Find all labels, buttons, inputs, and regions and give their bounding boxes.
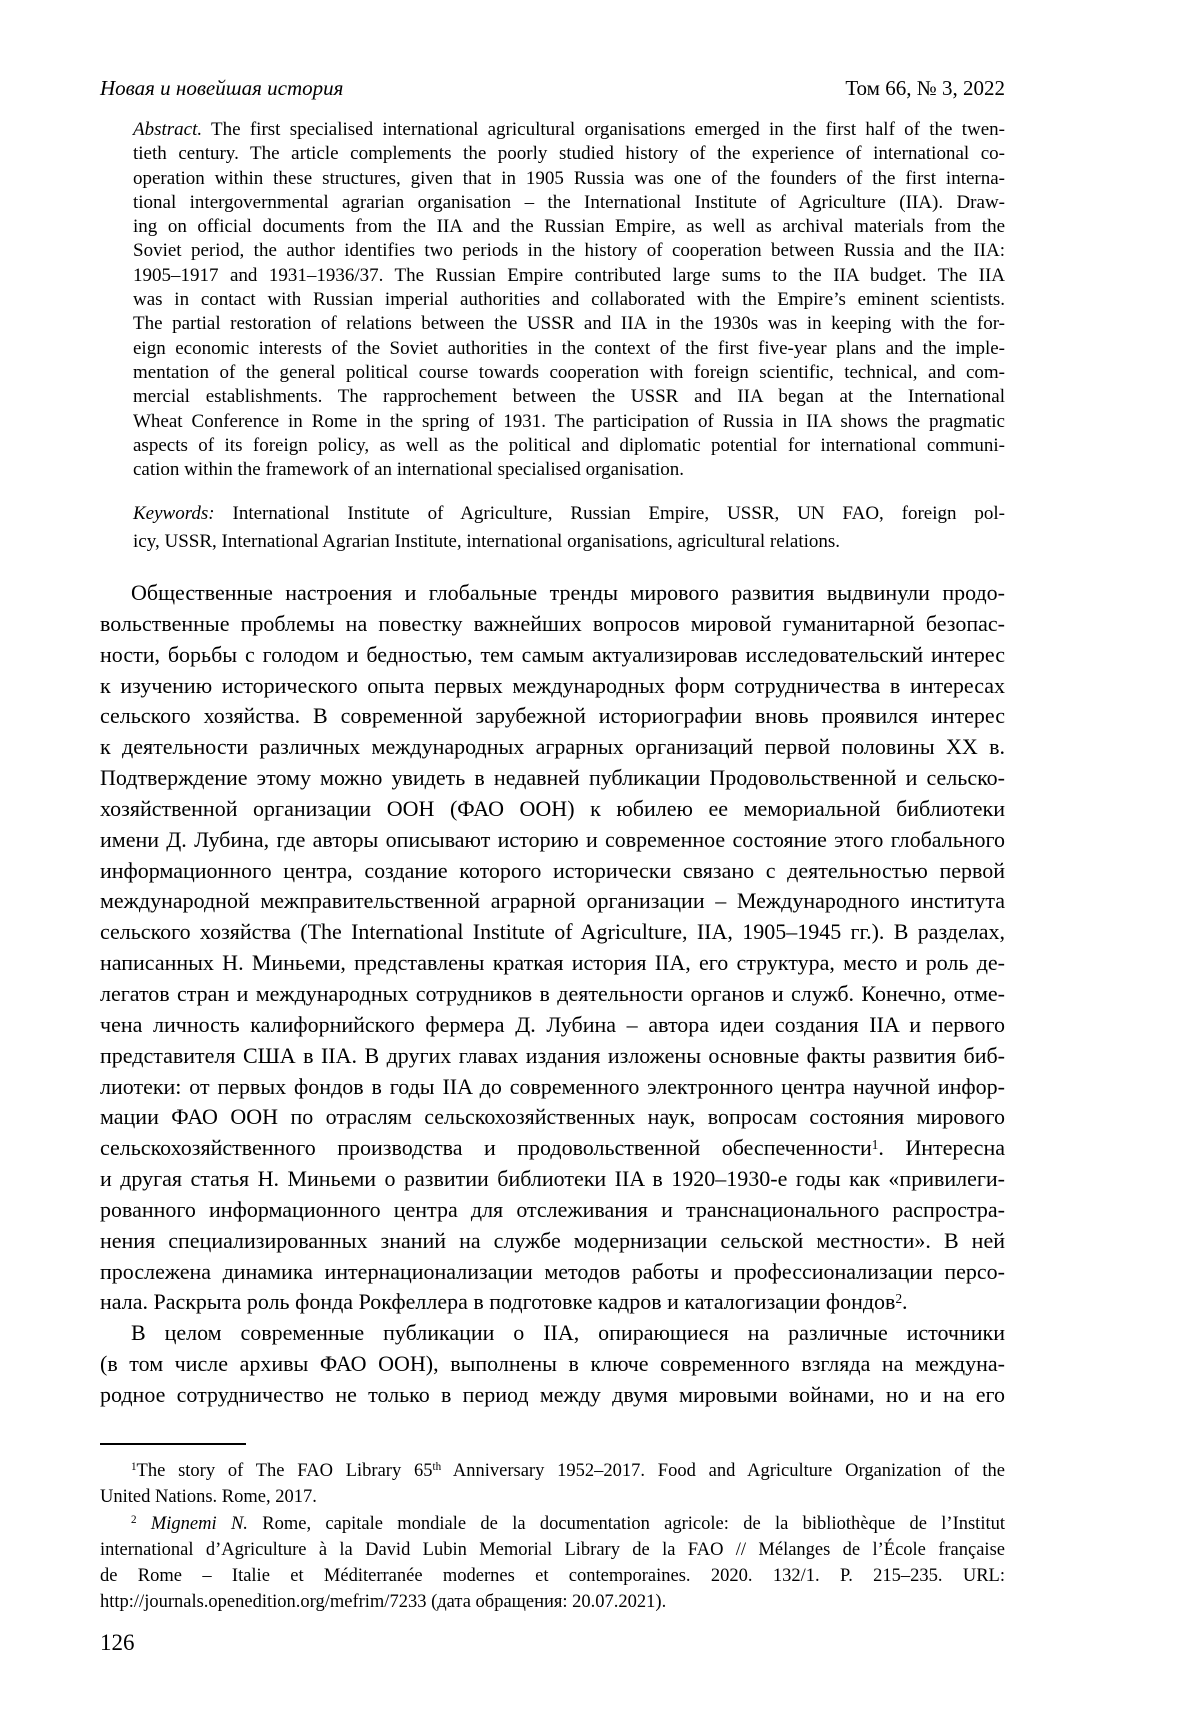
footnotes-section — [100, 1458, 1005, 1616]
journal-title: Новая и новейшая история — [100, 76, 344, 100]
page-number: 126 — [100, 1630, 135, 1655]
abstract-section: Abstract. The first specialised international agricultural organisations emerged in the first half of the twen- tieth century. The article complements the poorly studied history of the experience of international co- operation within these structures, given that in 1905 Russia was one of the founders of the first interna- tional intergovernmental agrarian organisation – the International Institute of Agriculture (IIA). Draw- ing on official documents from the IIA and the Russian Empire, as well as archival materials from the Soviet period, the author identifies two periods in the history of cooperation between Russia and the IIA: 1905–1917 and 1931–1936/37. The Russian Empire contributed large sums to the IIA budget. The IIA was in contact with Russian imperial authorities and collaborated with the Empire’s eminent scientists. The partial restoration of relations between the USSR and IIA in the 1930s was in keeping with the for- eign economic interests of the Soviet authorities in the context of the first five-year plans and the imple- mentation of the general political course towards cooperation with foreign scientific, technical, and com- mercial establishments. The rapprochement between the USSR and IIA began at the International Wheat Conference in Rome in the spring of 1931. The participation of Russia in IIA shows the pragmatic aspects of its foreign policy, as well as the political and diplomatic potential for international communi- cation within the framework of an international specialised organisation. — [133, 119, 1005, 481]
footnote-2: $^2$ Mignemi N. Rome, capitale mondiale de la documentation agricole: de la bibliothèque de l’Institut international d’Agriculture à la David Lubin Memorial Library de la FAO // Mélanges de l’École française de Rome – Italie et Méditerranée modernes et contemporaines. 2020. 132/1. P. 215–235. URL: http://journals.openedition.org/mefrim/7233 (дата обращения: 20.07.2021). — [100, 1513, 1005, 1613]
footnote-1: $^1$The story of The FAO Library 65th Anniversary 1952–2017. Food and Agriculture Organization of the United Nations. Rome, 2017. — [100, 1461, 1005, 1508]
page-header — [100, 76, 1005, 101]
keywords-section: Keywords: International Institute of Agriculture, Russian Empire, USSR, UN FAO, foreign pol- icy, USSR, International Agrarian Institute, international organisations, agricultural relations. — [133, 503, 1005, 552]
article-body: Общественные настроения и глобальные тренды мирового развития выдвинули продо- вольственные проблемы на повестку важнейших вопросов мировой гуманитарной безопас- ности, борьбы с голодом и бедностью, тем самым актуализировав исследовательский интерес к изучению исторического опыта первых международных форм сотрудничества в интересах сельского хозяйства. В современной зарубежной историографии вновь проявился интерес к деятельности различных международных аграрных организаций первой половины XX в. Подтверждение этому можно увидеть в недавней публикации Продовольственной и сельско- хозяйственной организации ООН (ФАО ООН) к юбилею ее мемориальной библиотеки имени Д. Лубина, где авторы описывают историю и современное состояние этого глобального информационного центра, создание которого исторически связано с деятельностью первой международной межправительственной аграрной организации – Международного института сельского хозяйства (The International Institute of Agriculture, IIA, 1905–1945 гг.). В разделах, написанных Н. Миньеми, представлены краткая история IIA, его структура, место и роль де- легатов стран и международных сотрудников в деятельности органов и служб. Конечно, отме- чена личность калифорнийского фермера Д. Лубина – автора идеи создания IIA и первого представителя США в IIA. В других главах издания изложены основные факты развития биб- лиотеки: от первых фондов в годы IIA до современного электронного центра научной инфор- мации ФАО ООН по отраслям сельскохозяйственных наук, вопросам состояния мирового сельскохозяйственного производства и продовольственной обеспеченности$^1$. Интересна и другая статья Н. Миньеми о развитии библиотеки IIA в 1920–1930-е годы как «привилеги- рованного информационного центра для отслеживания и транснационального распростра- нения специализированных знаний на службе модернизации сельской местности». В ней прослежена динамика интернационализации методов работы и профессионализации персо- нала. Раскрыта роль фонда Рокфеллера в подготовке кадров и каталогизации фондов$^2$. В целом современные публикации о IIA, опирающиеся на различные источники (в том числе архивы ФАО ООН), выполнены в ключе современного взгляда на междуна- родное сотрудничество не только в период между двумя мировыми войнами, но и на его — [100, 580, 1005, 1407]
footnote-divider — [100, 1443, 246, 1445]
issue-info: Том 66, № 3, 2022 — [845, 76, 1005, 100]
